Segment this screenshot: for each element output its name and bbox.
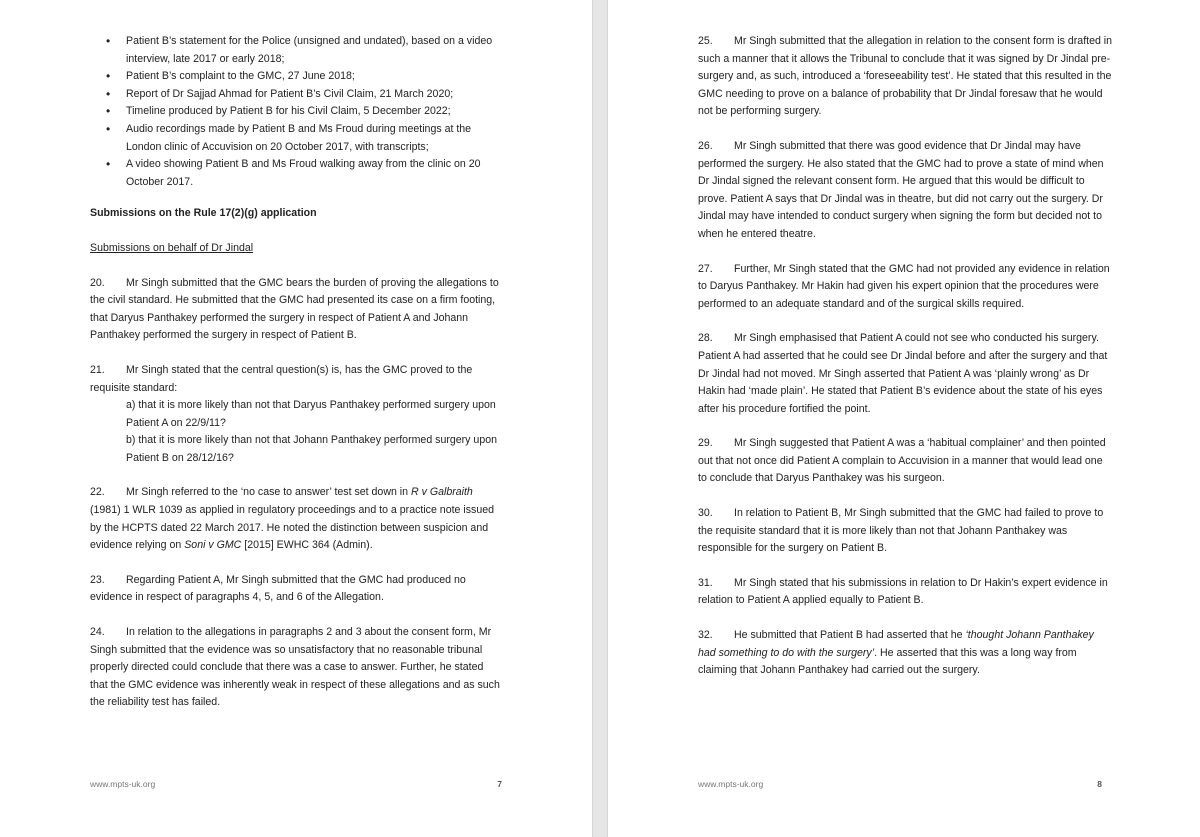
- page-8-content: [698, 33, 1114, 680]
- paragraph-number: 29.: [698, 437, 713, 450]
- page-7-content: [90, 33, 502, 712]
- paragraph-number: 27.: [698, 262, 713, 275]
- paragraph-number: 32.: [698, 629, 713, 642]
- paragraph-text: [2015] EWHC 364 (Admin).: [241, 539, 373, 552]
- page-gutter: [592, 0, 608, 837]
- paragraph-text: In relation to the allegations in paragraphs 2 and 3 about the consent form, Mr Singh submitted that the evidence was so unsatisfactory that no reasonable tribunal properly directed could conclude that there was a case to answer. Further, he stated that the GMC evidence was inherently weak in respect of these allegations and as such the reliability test has failed.: [90, 626, 500, 709]
- paragraph-text: Mr Singh submitted that the allegation in relation to the consent form is drafted in such a manner that it allows the Tribunal to conclude that it was signed by Dr Jindal pre-surgery and, as such, introduced a ‘foreseeability test’. He stated that this resulted in the GMC needing to prove on a balance of probability that Dr Jindal foresaw that he would not be performing surgery.: [698, 35, 1113, 118]
- paragraph-32: [698, 627, 1114, 680]
- page-number: 8: [1097, 779, 1102, 789]
- paragraph-28: [698, 330, 1114, 418]
- paragraph-20: [90, 275, 502, 345]
- evidence-list: [90, 33, 502, 191]
- paragraph-number: 24.: [90, 626, 105, 639]
- paragraph-23: [90, 572, 502, 607]
- case-citation: Soni v GMC: [184, 539, 242, 552]
- paragraph-text: Mr Singh referred to the ‘no case to answer’ test set down in: [126, 486, 411, 499]
- question-b: b) that it is more likely than not that Johann Panthakey performed surgery upon Patient B on 28/12/16?: [126, 434, 497, 464]
- paragraph-number: 22.: [90, 486, 105, 499]
- page-footer: [698, 779, 1102, 789]
- paragraph-number: 21.: [90, 363, 105, 376]
- paragraph-29: [698, 435, 1114, 488]
- paragraph-text: Mr Singh suggested that Patient A was a ‘habitual complainer’ and then pointed out that not once did Patient A complain to Accuvision in a manner that would lead one to conclude that Daryus Panthakey was his surgeon.: [698, 437, 1106, 485]
- list-item: • Patient B’s complaint to the GMC, 27 June 2018;: [126, 68, 502, 86]
- paragraph-text: (1981) 1 WLR 1039 as applied in regulatory proceedings and to a practice note issued by the HCPTS dated 22 March 2017. He noted the distinction between suspicion and evidence relying on: [90, 504, 494, 552]
- list-item: • Audio recordings made by Patient B and Ms Froud during meetings at the London clinic of Accuvision on 20 October 2017, with transcripts;: [126, 121, 502, 156]
- question-a: a) that it is more likely than not that Daryus Panthakey performed surgery upon Patient A on 22/9/11?: [126, 399, 496, 429]
- paragraph-text: Mr Singh submitted that the GMC bears the burden of proving the allegations to the civil standard. He submitted that the GMC had presented its case on a firm footing, that Daryus Panthakey performed the surgery in respect of Patient A and Johann Panthakey performed the surgery in respect of Patient B.: [90, 276, 499, 342]
- section-heading: Submissions on the Rule 17(2)(g) application: [90, 207, 317, 220]
- section-subheading: Submissions on behalf of Dr Jindal: [90, 241, 254, 254]
- list-item: • Report of Dr Sajjad Ahmad for Patient B’s Civil Claim, 21 March 2020;: [126, 86, 502, 104]
- paragraph-25: [698, 33, 1114, 121]
- paragraph-text: Regarding Patient A, Mr Singh submitted that the GMC had produced no evidence in respect of paragraphs 4, 5, and 6 of the Allegation.: [90, 573, 466, 604]
- paragraph-text: Further, Mr Singh stated that the GMC had not provided any evidence in relation to Daryus Panthakey. Mr Hakin had given his expert opinion that the procedures were performed to an adequate standard and of the surgical skills required.: [698, 262, 1110, 310]
- question-list: [90, 397, 502, 467]
- paragraph-text: . He asserted that this was a long way from claiming that Johann Panthakey had carried out the surgery.: [698, 646, 1077, 677]
- list-item: • Patient B’s statement for the Police (unsigned and undated), based on a video interview, late 2017 or early 2018;: [126, 33, 502, 68]
- case-citation: R v Galbraith: [411, 486, 473, 499]
- page-footer: [90, 779, 502, 789]
- paragraph-number: 28.: [698, 332, 713, 345]
- list-item: • Timeline produced by Patient B for his Civil Claim, 5 December 2022;: [126, 103, 502, 121]
- document-page-8: [608, 0, 1200, 837]
- paragraph-31: [698, 575, 1114, 610]
- paragraph-text: In relation to Patient B, Mr Singh submitted that the GMC had failed to prove to the requisite standard that it is more likely than not that Johann Panthakey was responsible for the surgery on Patient B.: [698, 507, 1104, 555]
- document-page-7: [0, 0, 592, 837]
- paragraph-number: 26.: [698, 139, 713, 152]
- paragraph-27: [698, 261, 1114, 314]
- footer-url[interactable]: www.mpts-uk.org: [698, 779, 764, 789]
- paragraph-21: [90, 362, 502, 468]
- paragraph-24: [90, 624, 502, 712]
- paragraph-26: [698, 138, 1114, 244]
- list-item: • A video showing Patient B and Ms Froud walking away from the clinic on 20 October 2017.: [126, 156, 502, 191]
- page-number: 7: [497, 779, 502, 789]
- paragraph-30: [698, 505, 1114, 558]
- paragraph-text: Mr Singh stated that the central question(s) is, has the GMC proved to the requisite standard:: [90, 363, 473, 394]
- paragraph-number: 25.: [698, 35, 713, 47]
- paragraph-number: 23.: [90, 573, 105, 586]
- paragraph-text: Mr Singh stated that his submissions in relation to Dr Hakin’s expert evidence in relation to Patient A applied equally to Patient B.: [698, 576, 1108, 607]
- paragraph-number: 20.: [90, 276, 105, 289]
- paragraph-text: Mr Singh emphasised that Patient A could not see who conducted his surgery. Patient A had asserted that he could see Dr Jindal before and after the surgery and that Dr Jindal had not moved. Mr Singh asserted that Patient A was ‘plainly wrong’ as Dr Hakin had ‘made plain’. He stated that Patient B’s evidence about the state of his eyes after his procedure fortified the point.: [698, 332, 1108, 415]
- paragraph-22: [90, 484, 502, 554]
- footer-url[interactable]: www.mpts-uk.org: [90, 779, 156, 789]
- paragraph-number: 31.: [698, 576, 713, 589]
- quoted-text: ‘thought Johann Panthakey had something to do with the surgery’: [698, 629, 1094, 659]
- paragraph-text: He submitted that Patient B had asserted that he: [734, 629, 966, 642]
- paragraph-number: 30.: [698, 507, 713, 520]
- paragraph-text: Mr Singh submitted that there was good evidence that Dr Jindal may have performed the surgery. He also stated that the GMC had to prove a state of mind when Dr Jindal signed the relevant consent form. He argued that this would be difficult to prove. Patient A says that Dr Jindal was in theatre, but did not carry out the surgery. Dr Jindal may have intended to conduct surgery when signing the form but decided not to when he entered theatre.: [698, 139, 1104, 240]
